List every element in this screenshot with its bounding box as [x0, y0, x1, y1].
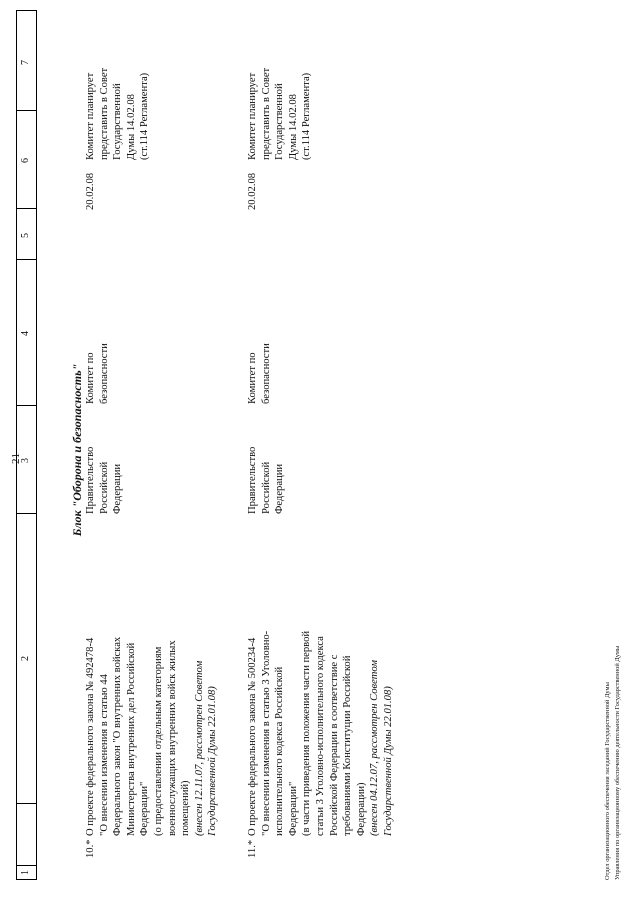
column-number-1: 1 — [20, 870, 31, 875]
bill-description — [246, 631, 396, 836]
column-divider — [17, 405, 36, 406]
text-line: Федерального закон "О внутренних войсках — [112, 636, 124, 836]
text-line: помещений) — [180, 780, 192, 836]
column-number-3: 3 — [20, 458, 31, 463]
column-number-7: 7 — [20, 60, 31, 65]
text-line: требованиями Конституции Российской — [342, 655, 354, 836]
responsible-committee — [84, 343, 111, 404]
text-line: (ст.114 Регламента) — [139, 72, 151, 160]
text-line: военнослужащих внутренних войск жилых — [166, 640, 178, 836]
column-number-4: 4 — [20, 331, 31, 336]
text-line: Комитет по — [85, 352, 96, 404]
column-divider — [17, 865, 36, 866]
date: 20.02.08 — [247, 172, 258, 210]
text-line: Федерации — [112, 463, 124, 514]
text-line: О проекте федерального закона № 500234-4 — [247, 637, 258, 836]
status-note — [84, 68, 152, 160]
text-line: Комитет планирует — [247, 72, 258, 160]
initiator — [246, 447, 287, 514]
column-divider — [17, 513, 36, 514]
submission-note: Государственной Думы 22.01.08) — [382, 686, 394, 836]
column-divider — [17, 803, 36, 804]
column-number-header — [16, 10, 37, 880]
text-line: Правительство — [247, 446, 258, 514]
text-line: О проекте федерального закона № 492478-4 — [85, 637, 96, 836]
column-number-2: 2 — [20, 656, 31, 661]
column-number-6: 6 — [20, 158, 31, 163]
text-line: Российской Федерации в соответствие с — [328, 654, 340, 836]
footer-line: Управления по организационному обеспечению деятельности Государственной Думы — [614, 645, 621, 880]
footer-line: Отдел организационного обеспечения заседаний Государственной Думы — [604, 682, 611, 880]
text-line: (о предоставлении отдельным категориям — [152, 646, 164, 836]
text-line: Правительство — [85, 446, 96, 514]
column-divider — [17, 259, 36, 260]
row-number: 10.* — [85, 839, 96, 858]
submission-note: (внесен 04.12.07, рассмотрен Советом — [369, 660, 381, 836]
text-line: Комитет по — [247, 352, 258, 404]
text-line: "О внесении изменения в статью 44 — [98, 674, 110, 836]
initiator — [84, 447, 125, 514]
text-line: безопасности — [98, 343, 110, 404]
text-line: Министерства внутренних дел Российской — [125, 642, 137, 836]
text-line: Российской — [98, 461, 110, 514]
responsible-committee — [246, 343, 273, 404]
text-line: Думы 14.02.08 — [125, 94, 137, 160]
text-line: статьи 3 Уголовно-исполнительного кодекса — [314, 636, 326, 836]
text-line: Государственной — [274, 83, 286, 160]
text-line: Федерации" — [139, 781, 151, 836]
column-divider — [17, 110, 36, 111]
text-line: исполнительного кодекса Российской — [274, 666, 286, 836]
text-line: Федерации" — [287, 781, 299, 836]
text-line: Федерации) — [355, 782, 367, 836]
bill-description — [84, 637, 220, 836]
text-line: представить в Совет — [260, 67, 272, 160]
column-number-5: 5 — [20, 233, 31, 238]
text-line: Российской — [260, 461, 272, 514]
submission-note: (внесен 12.11.07, рассмотрен Советом — [193, 660, 205, 836]
text-line: Государственной — [112, 83, 124, 160]
text-line: безопасности — [260, 343, 272, 404]
text-line: (ст.114 Регламента) — [301, 72, 313, 160]
text-line: Думы 14.02.08 — [287, 94, 299, 160]
text-line: Комитет планирует — [85, 72, 96, 160]
status-note — [246, 68, 314, 160]
text-line: представить в Совет — [98, 67, 110, 160]
text-line: (в части приведения положения части первой — [301, 630, 313, 836]
row-number: 11.* — [247, 839, 258, 858]
date: 20.02.08 — [85, 172, 96, 210]
column-divider — [17, 208, 36, 209]
block-title: Блок "Оборона и безопасность" — [70, 363, 84, 537]
page-number: 21 — [10, 453, 22, 464]
text-line: "О внесении изменения в статью 3 Уголовно- — [260, 630, 272, 836]
text-line: Федерации — [274, 463, 286, 514]
submission-note: Государственной Думы 22.01.08) — [207, 686, 219, 836]
